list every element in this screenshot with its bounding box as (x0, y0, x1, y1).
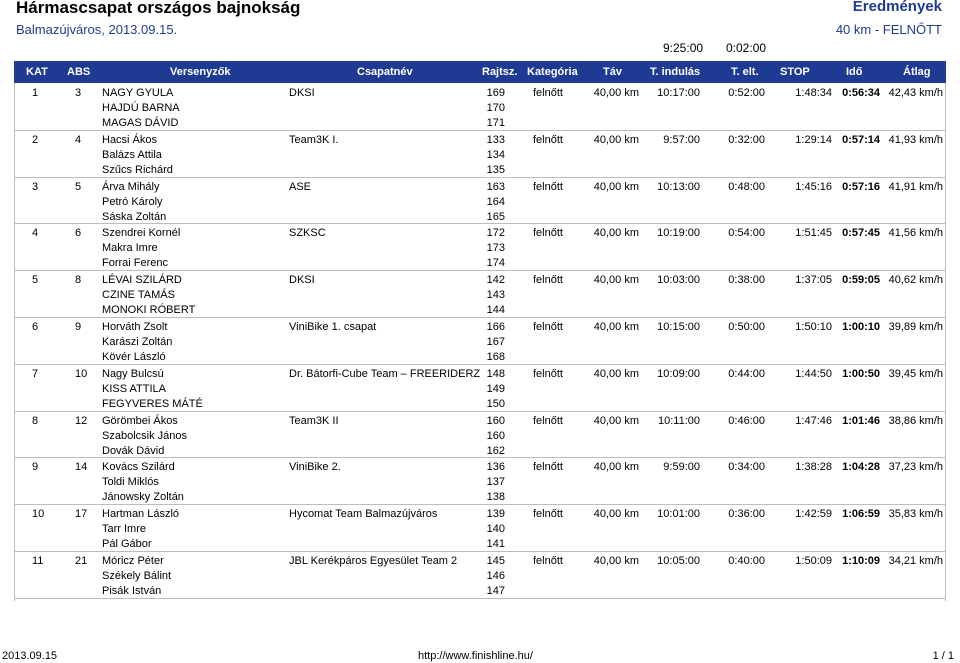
rider-name: Karászi Zoltán (102, 336, 173, 348)
team-name: Team3K I. (289, 133, 339, 146)
bib-number: 148 (486, 367, 505, 380)
bib-number: 172 (486, 227, 505, 240)
rider-name: Petró Károly (102, 195, 163, 208)
abs-cell: 9 (75, 321, 82, 333)
rank-cell: 8 (32, 414, 39, 427)
footer-url[interactable]: http://www.finishline.hu/ (418, 650, 533, 662)
distance-cell: 40,00 km (593, 508, 639, 521)
abs-cell: 12 (75, 414, 88, 427)
category-cell: felnőtt (533, 87, 563, 99)
bib-number: 143 (486, 289, 505, 302)
finish-time-cell: 0:56:34 (842, 87, 880, 99)
col-bib: Rajtsz. (482, 66, 518, 78)
finish-time-cell: 0:59:05 (842, 274, 880, 287)
bib-number: 171 (486, 117, 505, 129)
bib-number: 170 (486, 102, 505, 114)
category-cell: felnőtt (533, 133, 563, 146)
bib-number: 162 (486, 444, 505, 457)
rank-cell: 6 (32, 321, 39, 333)
col-riders: Versenyzők (170, 66, 231, 78)
bib-number: 166 (486, 321, 505, 333)
bib-number: 174 (486, 257, 505, 270)
rider-name: Szabolcsik János (102, 429, 187, 442)
average-speed-cell: 40,62 km/h (888, 274, 943, 287)
row-separator (14, 270, 946, 271)
stop-cell: 1:29:14 (795, 133, 832, 146)
distance-cell: 40,00 km (593, 180, 639, 193)
category-cell: felnőtt (533, 180, 563, 193)
right-border (945, 83, 946, 601)
finish-time-cell: 0:57:14 (842, 133, 880, 146)
bib-number: 163 (486, 180, 505, 193)
abs-cell: 6 (75, 227, 82, 240)
average-speed-cell: 41,56 km/h (888, 227, 943, 240)
stop-cell: 1:44:50 (795, 367, 832, 380)
bib-number: 139 (486, 508, 505, 521)
distance-cell: 40,00 km (593, 461, 639, 474)
rider-name: CZINE TAMÁS (102, 289, 175, 302)
delay-cell: 0:48:00 (728, 180, 765, 193)
delay-cell: 0:38:00 (728, 274, 765, 287)
page-title: Hármascsapat országos bajnokság (16, 0, 301, 17)
rider-name: Pisák István (102, 585, 162, 597)
delay-cell: 0:52:00 (728, 87, 765, 99)
footer-date: 2013.09.15 (2, 650, 58, 662)
rider-name: Forrai Ferenc (102, 257, 169, 270)
bib-number: 160 (486, 429, 505, 442)
rider-name: Kövér László (102, 351, 166, 363)
average-speed-cell: 35,83 km/h (888, 508, 943, 521)
category-cell: felnőtt (533, 555, 563, 567)
bib-number: 138 (486, 491, 505, 504)
col-start: T. indulás (650, 66, 701, 78)
stop-cell: 1:50:10 (795, 321, 832, 333)
category-cell: felnőtt (533, 367, 563, 380)
rider-name: Móricz Péter (102, 555, 164, 567)
category-cell: felnőtt (533, 274, 563, 287)
team-name: DKSI (289, 274, 315, 287)
start-time-cell: 10:05:00 (657, 555, 700, 567)
col-category: Kategória (527, 66, 578, 78)
start-time-cell: 10:13:00 (657, 180, 700, 193)
abs-cell: 14 (75, 461, 88, 474)
rider-name: Görömbei Ákos (102, 414, 178, 427)
finish-time-cell: 1:00:10 (842, 321, 880, 333)
bib-number: 164 (486, 195, 505, 208)
start-time-cell: 10:11:00 (657, 414, 700, 427)
rank-cell: 4 (32, 227, 39, 240)
stop-cell: 1:42:59 (795, 508, 832, 521)
bib-number: 134 (486, 148, 505, 161)
delay-cell: 0:36:00 (728, 508, 765, 521)
rank-cell: 5 (32, 274, 39, 287)
race-category: 40 km - FELNŐTT (835, 22, 942, 37)
category-cell: felnőtt (533, 321, 563, 333)
team-name: DKSI (289, 87, 315, 99)
start-time-cell: 10:01:00 (657, 508, 700, 521)
team-name: Hycomat Team Balmazújváros (289, 508, 438, 521)
bib-number: 147 (486, 585, 505, 597)
col-stop: STOP (780, 66, 810, 78)
abs-cell: 17 (75, 508, 88, 521)
distance-cell: 40,00 km (593, 227, 639, 240)
abs-cell: 8 (75, 274, 82, 287)
team-name: Dr. Bátorfi-Cube Team – FREERIDERZ (289, 367, 481, 380)
finish-time-cell: 1:10:09 (842, 555, 880, 567)
bib-number: 149 (486, 382, 505, 395)
start-time-cell: 10:17:00 (657, 87, 700, 99)
delay-cell: 0:34:00 (728, 461, 765, 474)
rider-name: Hartman László (102, 508, 180, 521)
row-separator (14, 457, 946, 458)
table-bottom-border (14, 598, 946, 599)
distance-cell: 40,00 km (593, 414, 639, 427)
average-speed-cell: 42,43 km/h (888, 87, 943, 99)
rank-cell: 11 (32, 555, 44, 567)
bib-number: 169 (486, 87, 505, 99)
rider-name: LÉVAI SZILÁRD (102, 274, 182, 287)
rank-cell: 7 (32, 367, 39, 380)
row-separator (14, 223, 946, 224)
elapsed-time: 0:02:00 (726, 41, 767, 55)
bib-number: 135 (486, 163, 505, 176)
distance-cell: 40,00 km (593, 367, 639, 380)
abs-cell: 21 (75, 555, 88, 567)
bib-number: 146 (486, 570, 505, 582)
average-speed-cell: 41,93 km/h (888, 133, 943, 146)
rider-name: Horváth Zsolt (102, 321, 168, 333)
col-distance: Táv (603, 66, 622, 78)
rider-name: Toldi Miklós (102, 476, 159, 489)
average-speed-cell: 39,89 km/h (888, 321, 943, 333)
footer-page: 1 / 1 (932, 650, 954, 662)
abs-cell: 5 (75, 180, 82, 193)
rider-name: Árva Mihály (102, 180, 160, 193)
rider-name: MAGAS DÁVID (102, 117, 179, 129)
abs-cell: 10 (75, 367, 88, 380)
row-separator (14, 317, 946, 318)
rank-cell: 3 (32, 180, 39, 193)
row-separator (14, 177, 946, 178)
left-border (14, 83, 15, 601)
col-abs: ABS (67, 66, 91, 78)
delay-cell: 0:40:00 (728, 555, 765, 567)
average-speed-cell: 38,86 km/h (888, 414, 943, 427)
average-speed-cell: 41,91 km/h (888, 180, 943, 193)
row-separator (14, 364, 946, 365)
col-team: Csapatnév (357, 66, 413, 78)
rider-name: Szendrei Kornél (102, 227, 181, 240)
average-speed-cell: 34,21 km/h (888, 555, 943, 567)
bib-number: 168 (486, 351, 505, 363)
rider-name: Tarr Imre (102, 523, 146, 536)
rank-cell: 10 (32, 508, 45, 521)
rank-cell: 9 (32, 461, 39, 474)
rider-name: Dovák Dávid (102, 444, 165, 457)
stop-cell: 1:45:16 (795, 180, 832, 193)
row-separator (14, 504, 946, 505)
team-name: ViniBike 2. (289, 461, 341, 474)
rider-name: Balázs Attila (102, 148, 162, 161)
distance-cell: 40,00 km (593, 321, 639, 333)
delay-cell: 0:32:00 (728, 133, 765, 146)
row-separator (14, 551, 946, 552)
rider-name: Kovács Szilárd (102, 461, 175, 474)
bib-number: 142 (486, 274, 505, 287)
rider-name: Makra Imre (102, 242, 158, 255)
category-cell: felnőtt (533, 508, 563, 521)
average-speed-cell: 39,45 km/h (888, 367, 943, 380)
start-time-cell: 9:59:00 (663, 461, 700, 474)
start-time-cell: 9:57:00 (663, 133, 700, 146)
stop-cell: 1:48:34 (795, 87, 832, 99)
start-time-cell: 10:15:00 (657, 321, 700, 333)
finish-time-cell: 0:57:16 (842, 180, 880, 193)
finish-time-cell: 1:01:46 (842, 414, 880, 427)
category-cell: felnőtt (533, 227, 563, 240)
bib-number: 137 (486, 476, 505, 489)
bib-number: 167 (486, 336, 505, 348)
start-time-cell: 10:09:00 (657, 367, 700, 380)
delay-cell: 0:46:00 (728, 414, 765, 427)
rider-name: Székely Bálint (102, 570, 172, 582)
stop-cell: 1:50:09 (795, 555, 832, 567)
bib-number: 145 (486, 555, 505, 567)
rider-name: KISS ATTILA (102, 382, 166, 395)
rank-cell: 1 (32, 87, 39, 99)
rider-name: Pál Gábor (102, 538, 152, 551)
finish-time-cell: 1:00:50 (842, 367, 880, 380)
bib-number: 133 (486, 133, 505, 146)
finish-time-cell: 1:04:28 (842, 461, 880, 474)
stop-cell: 1:38:28 (795, 461, 832, 474)
event-location-date: Balmazújváros, 2013.09.15. (16, 22, 178, 37)
distance-cell: 40,00 km (593, 274, 639, 287)
team-name: Team3K II (289, 414, 339, 427)
team-name: ASE (289, 180, 312, 193)
delay-cell: 0:50:00 (728, 321, 765, 333)
results-heading: Eredmények (852, 0, 942, 15)
bib-number: 165 (486, 210, 505, 223)
abs-cell: 3 (75, 87, 82, 99)
row-separator (14, 411, 946, 412)
start-time-cell: 10:19:00 (657, 227, 700, 240)
bib-number: 150 (486, 397, 505, 410)
bib-number: 140 (486, 523, 505, 536)
col-kat: KAT (26, 66, 48, 78)
finish-time-cell: 1:06:59 (842, 508, 880, 521)
bib-number: 160 (486, 414, 505, 427)
col-delay: T. elt. (731, 66, 759, 78)
team-name: ViniBike 1. csapat (289, 321, 377, 333)
rider-name: Sáska Zoltán (102, 210, 167, 223)
bib-number: 144 (486, 304, 505, 317)
start-time: 9:25:00 (663, 41, 704, 55)
stop-cell: 1:47:46 (795, 414, 832, 427)
stop-cell: 1:37:05 (795, 274, 832, 287)
rider-name: Jánowsky Zoltán (102, 491, 184, 504)
team-name: JBL Kerékpáros Egyesület Team 2 (289, 555, 458, 567)
category-cell: felnőtt (533, 414, 563, 427)
rank-cell: 2 (32, 133, 39, 146)
start-time-cell: 10:03:00 (657, 274, 700, 287)
rider-name: MONOKI RÓBERT (102, 304, 196, 317)
bib-number: 136 (486, 461, 505, 474)
col-time: Idő (846, 66, 863, 78)
distance-cell: 40,00 km (593, 555, 639, 567)
rider-name: FEGYVERES MÁTÉ (102, 397, 203, 410)
rider-name: Szűcs Richárd (102, 163, 173, 176)
row-separator (14, 130, 946, 131)
delay-cell: 0:44:00 (728, 367, 765, 380)
rider-name: NAGY GYULA (102, 87, 174, 99)
stop-cell: 1:51:45 (795, 227, 832, 240)
delay-cell: 0:54:00 (728, 227, 765, 240)
col-avg: Átlag (903, 66, 931, 78)
rider-name: Hacsi Ákos (102, 133, 158, 146)
category-cell: felnőtt (533, 461, 563, 474)
distance-cell: 40,00 km (593, 133, 639, 146)
finish-time-cell: 0:57:45 (842, 227, 880, 240)
rider-name: Nagy Bulcsú (102, 367, 164, 380)
average-speed-cell: 37,23 km/h (888, 461, 943, 474)
bib-number: 173 (486, 242, 505, 255)
bib-number: 141 (486, 538, 505, 551)
rider-name: HAJDÚ BARNA (102, 102, 180, 114)
distance-cell: 40,00 km (593, 87, 639, 99)
abs-cell: 4 (75, 133, 82, 146)
team-name: SZKSC (289, 227, 326, 240)
